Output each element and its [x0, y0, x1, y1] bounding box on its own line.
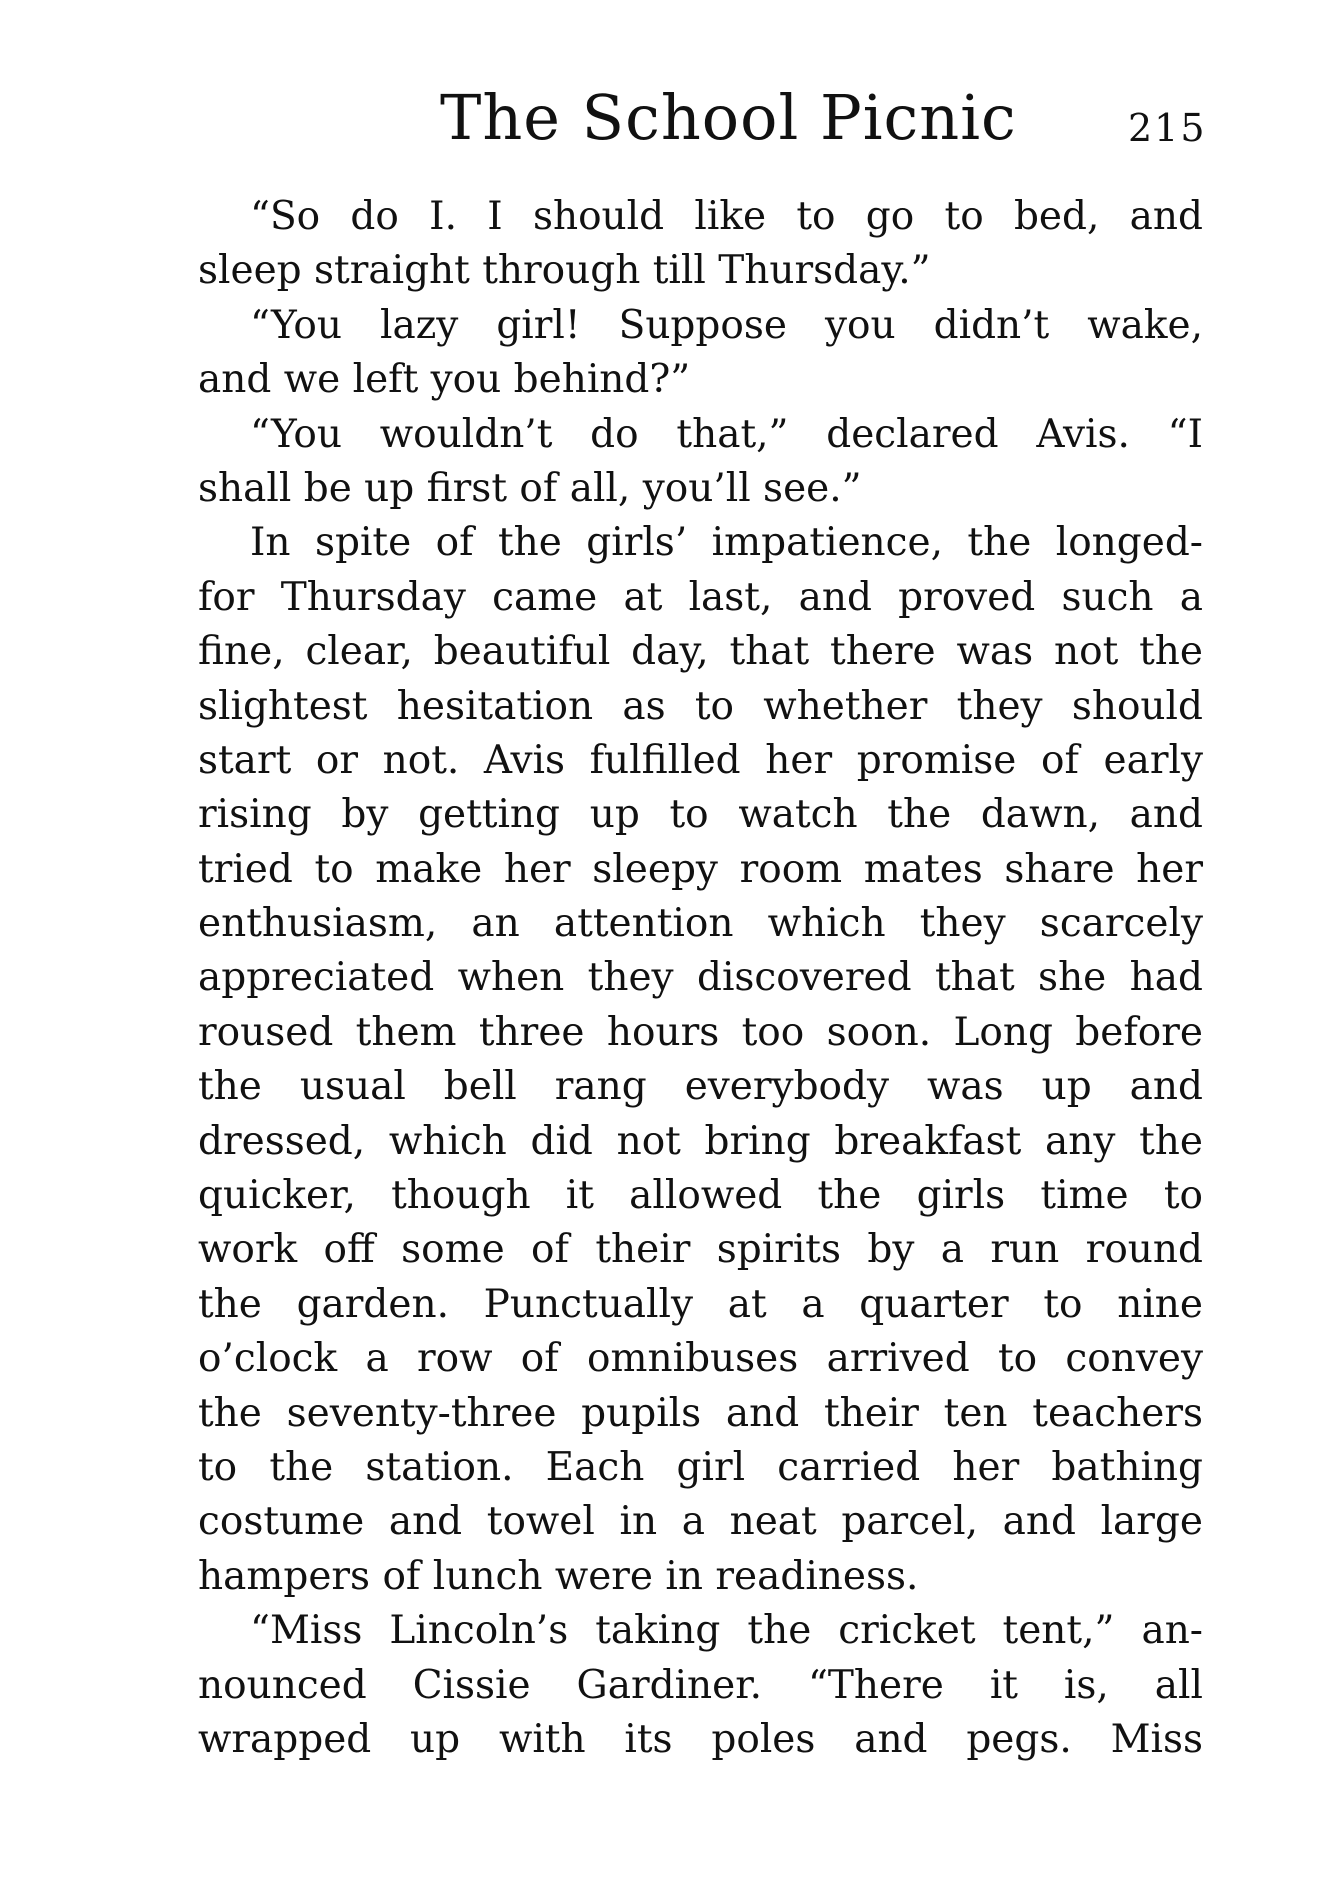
text-line: slightest hesitation as to whether they should [198, 683, 1203, 729]
page-number: 215 [1128, 106, 1207, 150]
text-line: for Thursday came at last, and proved such a [198, 574, 1203, 620]
text-line: the garden. Punctually at a quarter to nine [198, 1281, 1203, 1327]
text-line: shall be up first of all, you’ll see.” [198, 465, 862, 511]
text-line: quicker, though it allowed the girls time to [198, 1173, 1203, 1219]
text-line: and we left you behind?” [198, 357, 691, 403]
text-line: the usual bell rang everybody was up and [198, 1064, 1203, 1110]
text-line: In spite of the girls’ impatience, the longed- [250, 520, 1203, 566]
running-head [0, 78, 1343, 158]
text-line: to the station. Each girl carried her bathing [198, 1444, 1203, 1490]
text-line: “You lazy girl! Suppose you didn’t wake, [250, 302, 1203, 348]
running-title: The School Picnic [440, 81, 1017, 154]
text-line: dressed, which did not bring breakfast any the [198, 1118, 1203, 1164]
text-line: rising by getting up to watch the dawn, and [198, 792, 1203, 838]
text-line: start or not. Avis fulfilled her promise of early [198, 737, 1203, 783]
text-line: o’clock a row of omnibuses arrived to convey [198, 1336, 1203, 1382]
body-text [198, 190, 1203, 1767]
text-line: wrapped up with its poles and pegs. Miss [198, 1716, 1203, 1762]
text-line: the seventy-three pupils and their ten teachers [198, 1390, 1203, 1436]
text-line: sleep straight through till Thursday.” [198, 248, 931, 294]
text-line: fine, clear, beautiful day, that there was not the [198, 629, 1203, 675]
text-line: “Miss Lincoln’s taking the cricket tent,” an- [250, 1608, 1203, 1654]
text-line: hampers of lunch were in readiness. [198, 1553, 919, 1599]
text-line: tried to make her sleepy room mates share her [198, 846, 1203, 892]
text-line: nounced Cissie Gardiner. “There it is, all [198, 1662, 1203, 1708]
text-line: work off some of their spirits by a run round [198, 1227, 1203, 1273]
text-line: roused them three hours too soon. Long before [198, 1009, 1203, 1055]
text-line: costume and towel in a neat parcel, and large [198, 1499, 1203, 1545]
text-line: “So do I. I should like to go to bed, and [250, 194, 1203, 239]
text-line: enthusiasm, an attention which they scarcely [198, 901, 1203, 947]
text-line: appreciated when they discovered that she had [198, 955, 1203, 1001]
text-line: “You wouldn’t do that,” declared Avis. “I [250, 411, 1203, 457]
